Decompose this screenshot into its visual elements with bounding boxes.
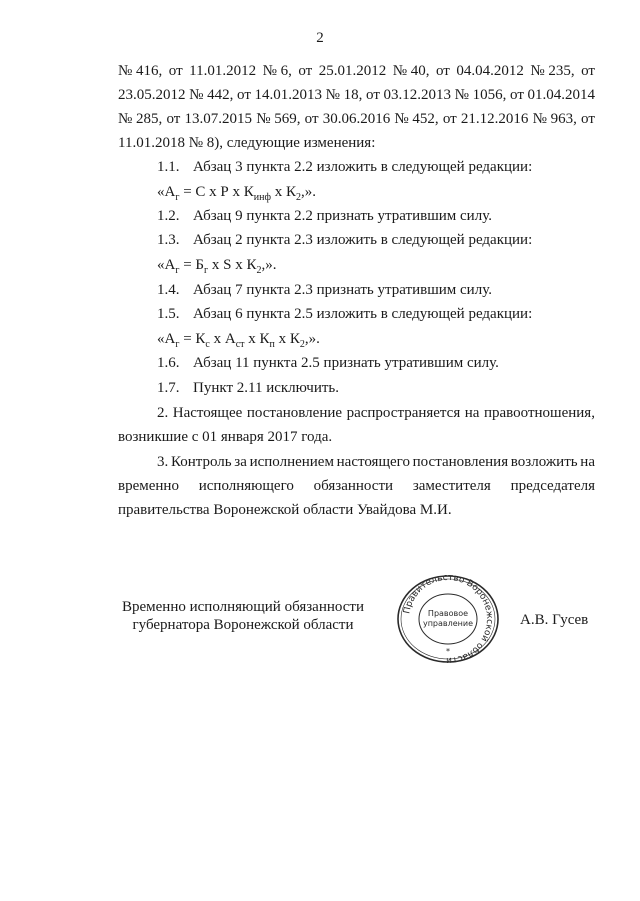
item-number: 1.5. xyxy=(157,306,180,322)
item-1-5 xyxy=(157,305,532,323)
word: от xyxy=(581,111,595,127)
word: № 569, xyxy=(256,111,301,127)
item-number: 1.2. xyxy=(157,208,180,224)
formula-1: «$А_г = С$ х Р х $К_{инф}$ х $К_2$,». xyxy=(157,184,316,203)
word: 13.07.2015 xyxy=(184,111,253,127)
para-3-line-2 xyxy=(118,477,595,495)
signature-title-line-2: губернатора Воронежской области xyxy=(132,617,354,633)
word: правоотношения, xyxy=(483,405,595,421)
word: № 442, xyxy=(189,87,234,103)
signatory-name: А.В. Гусев xyxy=(520,612,589,628)
item-1-2 xyxy=(157,207,492,225)
word: № 6, xyxy=(262,63,292,79)
item-text: Абзац 9 пункта 2.2 признать утратившим силу. xyxy=(193,208,492,224)
intro-line-2 xyxy=(118,86,595,104)
word: 3. xyxy=(157,454,169,470)
word: 03.12.2013 xyxy=(383,87,451,103)
para-2-line-2: возникшие с 01 января 2017 года. xyxy=(118,429,333,445)
para-2-line-1 xyxy=(157,404,595,422)
word: 2. xyxy=(157,405,169,421)
page-number: 2 xyxy=(316,30,324,46)
word: от xyxy=(304,111,319,127)
item-1-1 xyxy=(157,158,532,176)
word: за xyxy=(234,454,247,470)
intro-line-1 xyxy=(118,62,595,80)
word: председателя xyxy=(510,478,595,494)
word: возложить xyxy=(510,454,578,470)
word: № 963, xyxy=(532,111,577,127)
word: № 285, xyxy=(118,111,163,127)
intro-line-3 xyxy=(118,110,595,128)
word: от xyxy=(442,111,457,127)
word: от xyxy=(168,63,183,79)
word: обязанности xyxy=(313,478,394,494)
item-text: Абзац 7 пункта 2.3 признать утратившим силу. xyxy=(193,282,492,298)
stamp-inner-line-1: Правовое xyxy=(427,609,469,618)
word: Контроль xyxy=(170,454,232,470)
word: от xyxy=(366,87,380,103)
word: на xyxy=(580,454,595,470)
para-3-line-1 xyxy=(157,453,595,471)
word: постановления xyxy=(412,454,509,470)
item-text: Пункт 2.11 исключить. xyxy=(193,380,340,396)
word: от xyxy=(581,63,595,79)
para-3-line-3: правительства Воронежской области Увайдова М.И. xyxy=(118,502,452,518)
formula-3: «$А_г = К_с$ х $А_{ст}$ х $К_п$ х $К_2$,». xyxy=(157,331,320,350)
word: распространяется xyxy=(346,405,461,421)
word: 14.01.2013 xyxy=(254,87,322,103)
word: от xyxy=(436,63,450,79)
word: 25.01.2012 xyxy=(318,63,387,79)
word: от xyxy=(510,87,524,103)
word: № 18, xyxy=(325,87,363,103)
word: временно xyxy=(118,478,179,494)
word: № 416, xyxy=(118,63,163,79)
word: от xyxy=(237,87,251,103)
item-text: Абзац 6 пункта 2.5 изложить в следующей редакции: xyxy=(193,306,533,322)
word: № 1056, xyxy=(454,87,507,103)
item-1-7 xyxy=(157,379,339,397)
word: от xyxy=(298,63,313,79)
official-stamp xyxy=(394,573,502,665)
item-1-4 xyxy=(157,281,492,299)
word: 04.04.2012 xyxy=(456,63,524,79)
word: 23.05.2012 xyxy=(118,87,186,103)
word: настоящего xyxy=(336,454,410,470)
item-number: 1.1. xyxy=(157,159,180,175)
signature-title-line-1: Временно исполняющий обязанности xyxy=(121,599,364,615)
word: Настоящее xyxy=(172,405,243,421)
item-number: 1.4. xyxy=(157,282,180,298)
item-number: 1.3. xyxy=(157,232,180,248)
item-text: Абзац 11 пункта 2.5 признать утратившим силу. xyxy=(193,355,499,371)
word: 30.06.2016 xyxy=(322,111,391,127)
word: № 452, xyxy=(394,111,439,127)
item-1-6 xyxy=(157,354,499,372)
word: заместителя xyxy=(412,478,491,494)
word: 01.04.2014 xyxy=(527,87,595,103)
item-number: 1.6. xyxy=(157,355,180,371)
item-1-3 xyxy=(157,231,532,249)
item-number: 1.7. xyxy=(157,380,180,396)
formula-2: «$А_г = Б_г$ х S х $К_2$,». xyxy=(157,257,277,276)
stamp-star: * xyxy=(446,647,450,656)
word: постановление xyxy=(246,405,343,421)
word: 11.01.2012 xyxy=(189,63,257,79)
word: исполнением xyxy=(249,454,334,470)
item-text: Абзац 3 пункта 2.2 изложить в следующей редакции: xyxy=(193,159,533,175)
word: № 40, xyxy=(392,63,430,79)
stamp-ring-text: Правительство Воронежской области xyxy=(402,573,495,665)
word: на xyxy=(464,405,480,421)
word: № 235, xyxy=(530,63,575,79)
word: исполняющего xyxy=(198,478,294,494)
intro-line-4: 11.01.2018 № 8), следующие изменения: xyxy=(118,135,376,151)
item-text: Абзац 2 пункта 2.3 изложить в следующей редакции: xyxy=(193,232,533,248)
word: от xyxy=(166,111,181,127)
stamp-inner-line-2: управление xyxy=(422,619,474,628)
word: 21.12.2016 xyxy=(460,111,529,127)
